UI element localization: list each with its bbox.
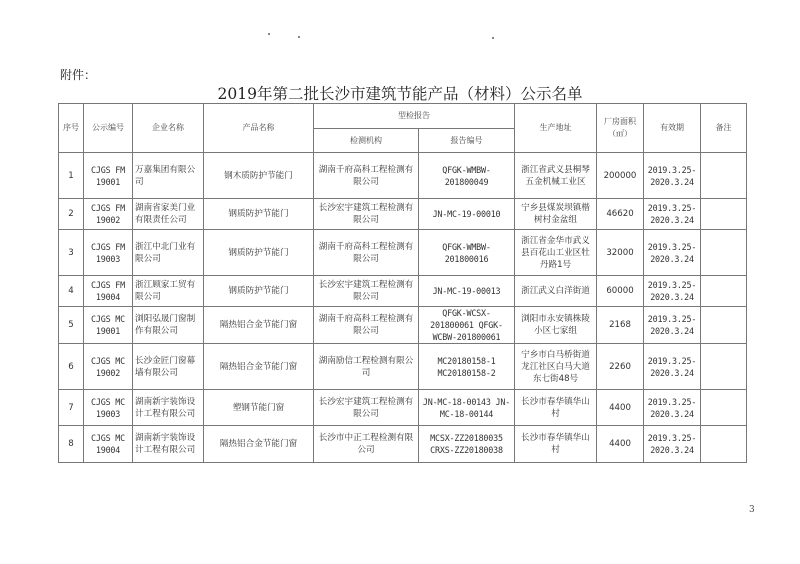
cell-product: 塑钢节能门窗 — [204, 390, 314, 426]
cell-validity: 2019.3.25-2020.3.24 — [644, 199, 701, 230]
header-company: 企业名称 — [133, 104, 204, 153]
table-row — [59, 390, 747, 426]
cell-lab: 长沙市中正工程检测有限公司 — [314, 426, 419, 463]
cell-company: 长沙金匠门窗幕墙有限公司 — [133, 344, 204, 390]
cell-report-no: QFGK-WCSX-201800061 QFGK-WCBW-201800061 — [419, 307, 515, 344]
header-validity: 有效期 — [644, 104, 701, 153]
cell-company: 浏阳弘晟门窗制作有限公司 — [133, 307, 204, 344]
cell-notice-no: CJGS MC 19001 — [84, 307, 133, 344]
header-area: 厂房面积（㎡） — [597, 104, 644, 153]
table-row — [59, 307, 747, 344]
table-row — [59, 426, 747, 463]
cell-area: 2168 — [597, 307, 644, 344]
cell-remark — [701, 307, 747, 344]
cell-report-no: QFGK-WMBW-201800016 — [419, 230, 515, 276]
cell-report-no: QFGK-WMBW-201800049 — [419, 153, 515, 199]
table-row — [59, 344, 747, 390]
header-address: 生产地址 — [515, 104, 597, 153]
cell-area: 200000 — [597, 153, 644, 199]
cell-validity: 2019.3.25-2020.3.24 — [644, 276, 701, 307]
cell-company: 湖南新宇装饰设计工程有限公司 — [133, 426, 204, 463]
cell-remark — [701, 344, 747, 390]
header-remark: 备注 — [701, 104, 747, 153]
product-list-table — [58, 103, 747, 463]
cell-company: 湖南新宇装饰设计工程有限公司 — [133, 390, 204, 426]
table-row — [59, 199, 747, 230]
header-report-no: 报告编号 — [419, 129, 515, 153]
cell-product: 隔热铝合金节能门窗 — [204, 426, 314, 463]
cell-seq: 7 — [59, 390, 84, 426]
attachment-label: 附件： — [60, 68, 97, 82]
cell-remark — [701, 153, 747, 199]
cell-remark — [701, 199, 747, 230]
header-product: 产品名称 — [204, 104, 314, 153]
table-row — [59, 230, 747, 276]
cell-seq: 6 — [59, 344, 84, 390]
cell-notice-no: CJGS MC 19002 — [84, 344, 133, 390]
cell-report-no: MCSX-ZZ20180035 CRXS-ZZ20180038 — [419, 426, 515, 463]
cell-remark — [701, 426, 747, 463]
header-lab: 检测机构 — [314, 129, 419, 153]
cell-validity: 2019.3.25-2020.3.24 — [644, 426, 701, 463]
cell-address: 浏阳市永安镇株陵小区七家组 — [515, 307, 597, 344]
cell-remark — [701, 276, 747, 307]
cell-address: 浙江武义白洋街道 — [515, 276, 597, 307]
cell-validity: 2019.3.25-2020.3.24 — [644, 230, 701, 276]
cell-report-no: JN-MC-19-00013 — [419, 276, 515, 307]
cell-lab: 长沙宏宇建筑工程检测有限公司 — [314, 276, 419, 307]
scan-speck — [492, 37, 494, 39]
cell-remark — [701, 230, 747, 276]
cell-validity: 2019.3.25-2020.3.24 — [644, 153, 701, 199]
table-row — [59, 153, 747, 199]
cell-seq: 4 — [59, 276, 84, 307]
cell-area: 2260 — [597, 344, 644, 390]
cell-address: 宁乡县煤炭坝镇楷树村金盆组 — [515, 199, 597, 230]
cell-notice-no: CJGS FM 19003 — [84, 230, 133, 276]
cell-area: 46620 — [597, 199, 644, 230]
cell-address: 浙江省金华市武义县百花山工业区牡丹路1号 — [515, 230, 597, 276]
cell-notice-no: CJGS FM 19002 — [84, 199, 133, 230]
cell-notice-no: CJGS MC 19003 — [84, 390, 133, 426]
cell-product: 隔热铝合金节能门窗 — [204, 344, 314, 390]
cell-report-no: JN-MC-18-00143 JN-MC-18-00144 — [419, 390, 515, 426]
cell-validity: 2019.3.25-2020.3.24 — [644, 307, 701, 344]
cell-product: 钢质防护节能门 — [204, 276, 314, 307]
header-notice-no: 公示编号 — [84, 104, 133, 153]
table-row — [59, 276, 747, 307]
header-seq: 序号 — [59, 104, 84, 153]
cell-seq: 5 — [59, 307, 84, 344]
page-number: 3 — [749, 505, 755, 515]
cell-address: 长沙市春华镇华山村 — [515, 426, 597, 463]
cell-report-no: JN-MC-19-00010 — [419, 199, 515, 230]
cell-area: 32000 — [597, 230, 644, 276]
cell-seq: 3 — [59, 230, 84, 276]
cell-company: 浙江顾家工贸有限公司 — [133, 276, 204, 307]
scan-speck — [298, 36, 300, 38]
scan-speck — [268, 33, 270, 35]
cell-lab: 湖南励信工程检测有限公司 — [314, 344, 419, 390]
cell-lab: 长沙宏宇建筑工程检测有限公司 — [314, 390, 419, 426]
cell-notice-no: CJGS FM 19001 — [84, 153, 133, 199]
cell-company: 万嘉集团有限公司 — [133, 153, 204, 199]
cell-product: 钢质防护节能门 — [204, 199, 314, 230]
cell-validity: 2019.3.25-2020.3.24 — [644, 390, 701, 426]
cell-address: 宁乡市白马桥街道龙江社区白马大道东七街48号 — [515, 344, 597, 390]
cell-area: 60000 — [597, 276, 644, 307]
cell-company: 浙江中北门业有限公司 — [133, 230, 204, 276]
cell-seq: 1 — [59, 153, 84, 199]
cell-company: 湖南省家美门业有限责任公司 — [133, 199, 204, 230]
header-type-report: 型检报告 — [314, 104, 515, 129]
cell-lab: 湖南千府高科工程检测有限公司 — [314, 153, 419, 199]
cell-lab: 湖南千府高科工程检测有限公司 — [314, 307, 419, 344]
cell-lab: 长沙宏宇建筑工程检测有限公司 — [314, 199, 419, 230]
cell-notice-no: CJGS FM 19004 — [84, 276, 133, 307]
cell-lab: 湖南千府高科工程检测有限公司 — [314, 230, 419, 276]
cell-area: 4400 — [597, 390, 644, 426]
cell-area: 4400 — [597, 426, 644, 463]
cell-report-no: MC20180158-1 MC20180158-2 — [419, 344, 515, 390]
document-title: 2019年第二批长沙市建筑节能产品（材料）公示名单 — [217, 85, 583, 103]
cell-validity: 2019.3.25-2020.3.24 — [644, 344, 701, 390]
cell-notice-no: CJGS MC 19004 — [84, 426, 133, 463]
cell-address: 浙江省武义县桐琴五金机械工业区 — [515, 153, 597, 199]
cell-product: 隔热铝合金节能门窗 — [204, 307, 314, 344]
cell-seq: 2 — [59, 199, 84, 230]
cell-remark — [701, 390, 747, 426]
cell-address: 长沙市春华镇华山村 — [515, 390, 597, 426]
cell-product: 钢质防护节能门 — [204, 230, 314, 276]
cell-seq: 8 — [59, 426, 84, 463]
cell-product: 钢木质防护节能门 — [204, 153, 314, 199]
